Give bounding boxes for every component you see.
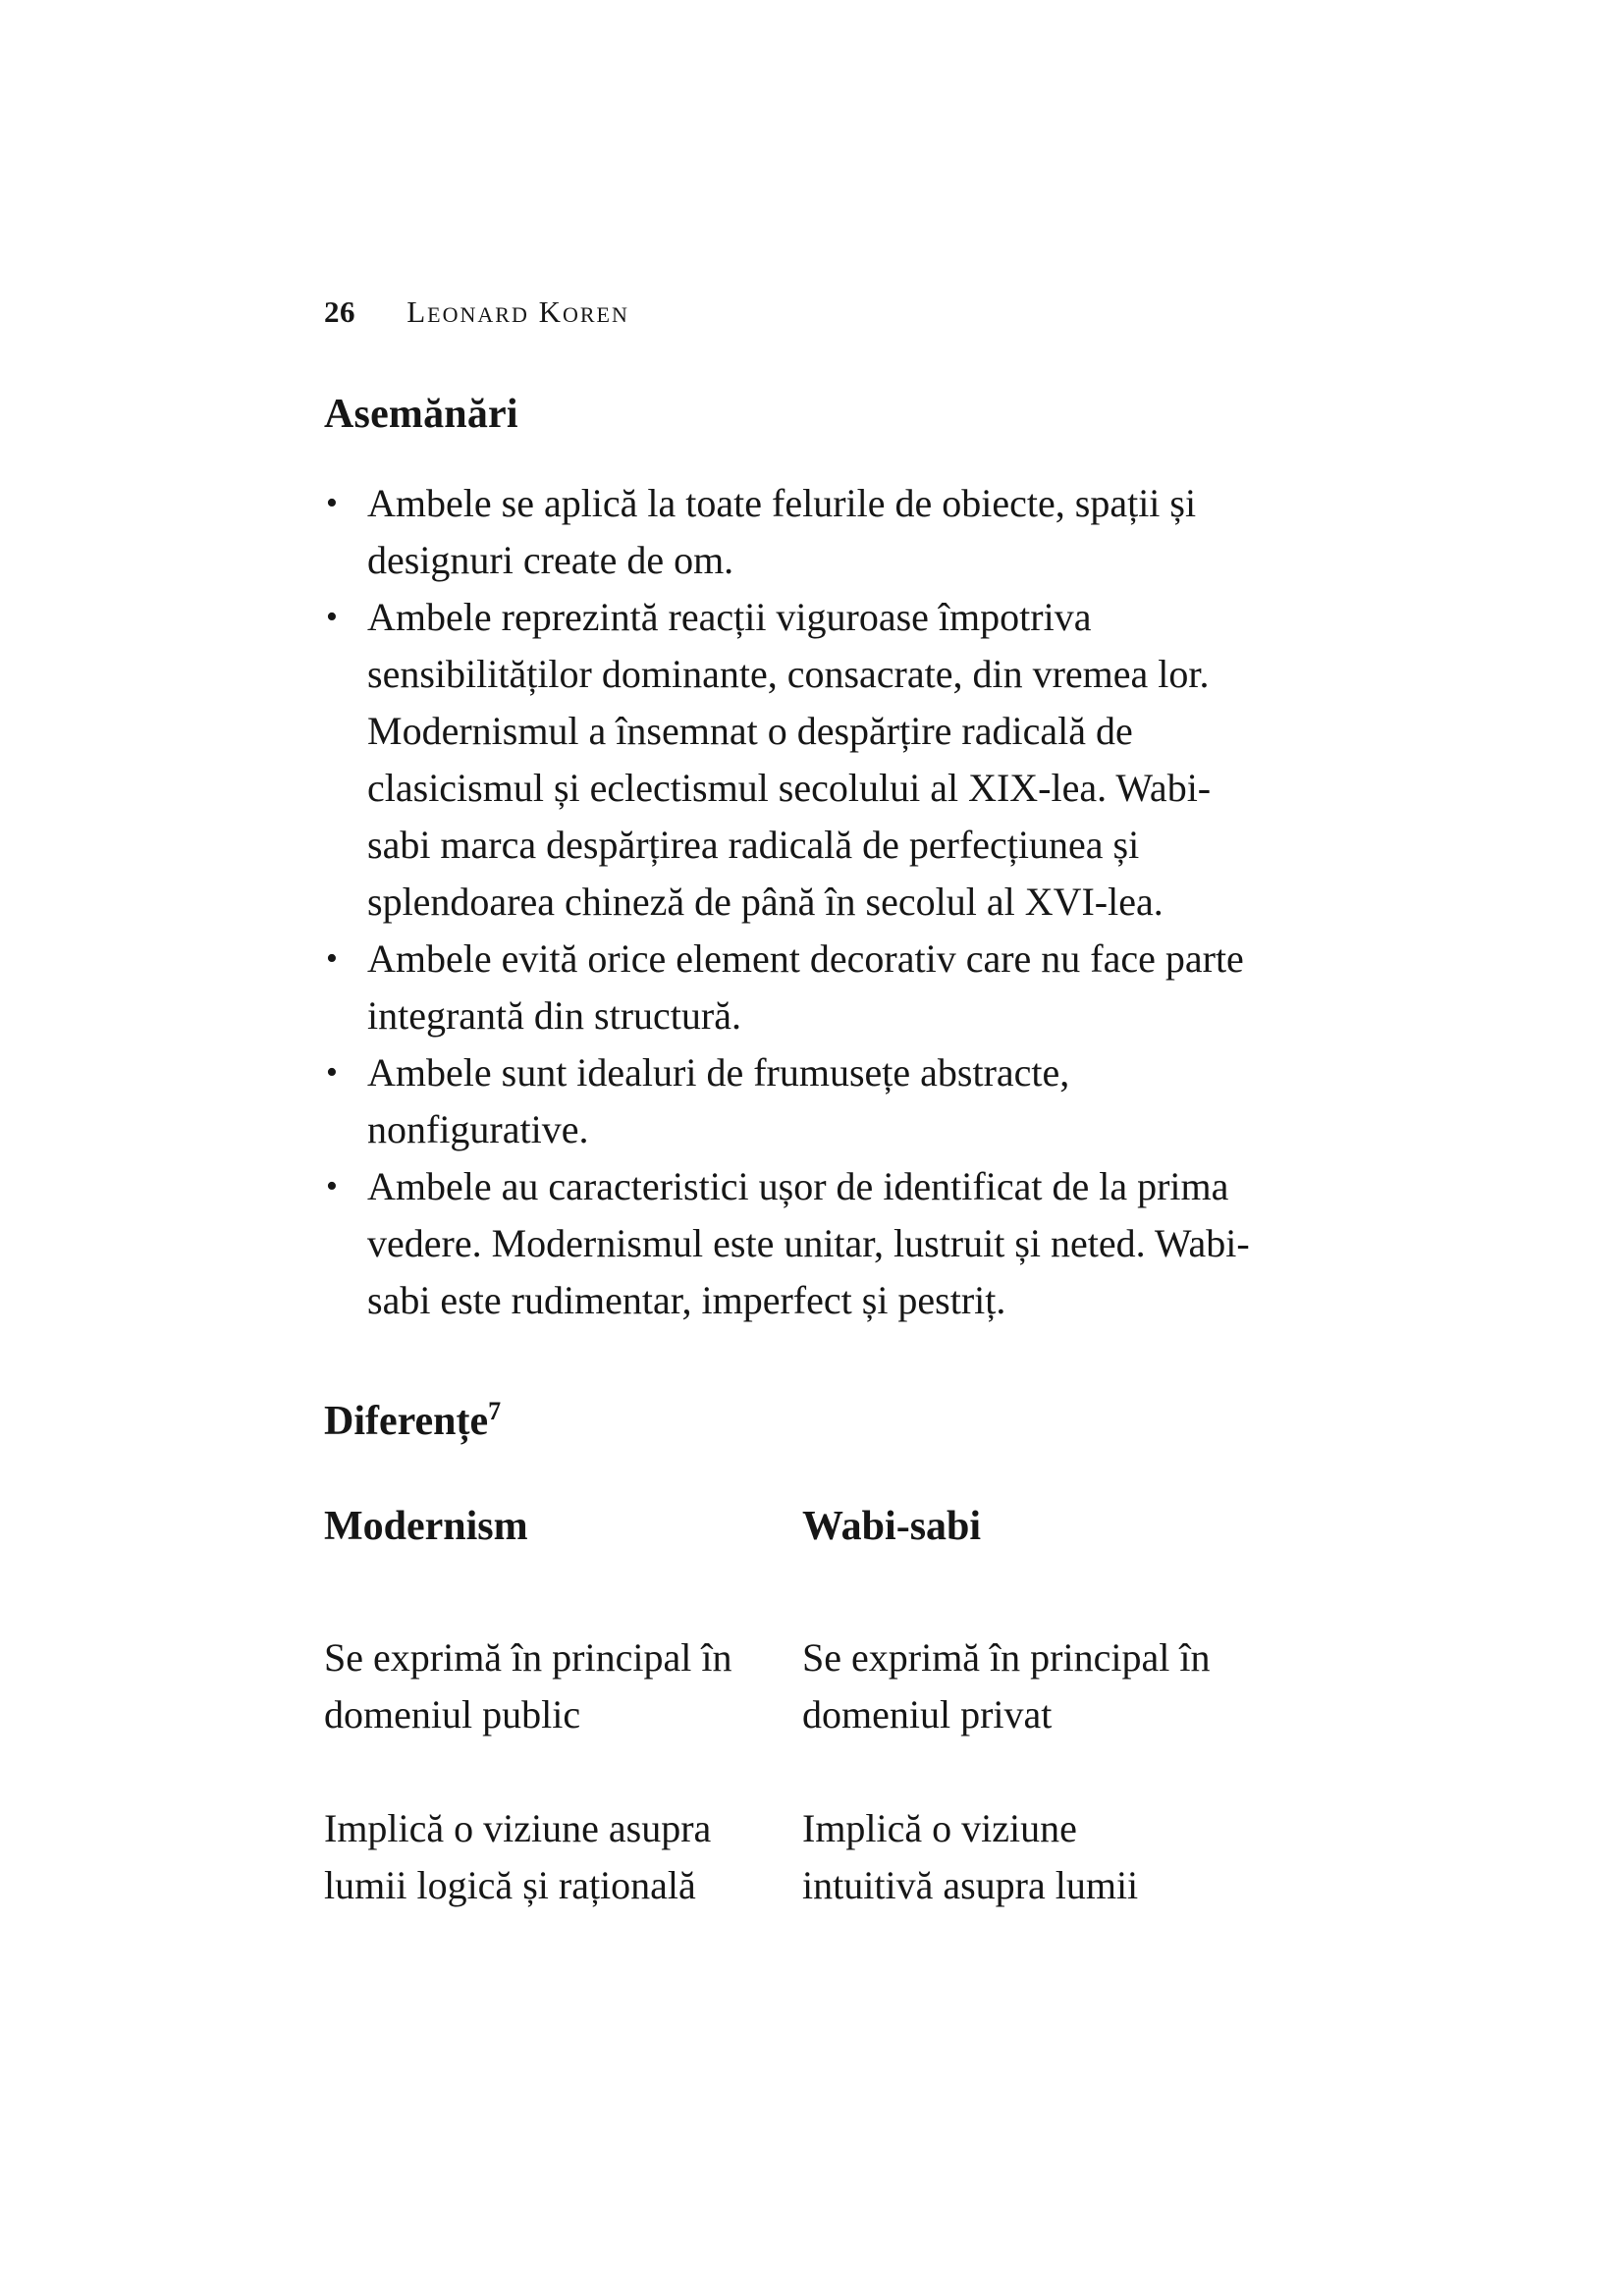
running-header	[324, 294, 1257, 330]
column-header-wabi-sabi: Wabi-sabi	[802, 1504, 982, 1549]
table-cell-modernism-row2: Implică o viziune asupra lumii logică și rațională	[324, 1806, 712, 1907]
table-cell-wabisabi-row1: Se exprimă în principal în domeniul privat	[802, 1635, 1211, 1736]
list-item: • Ambele sunt idealuri de frumusețe abstracte, nonfigurative.	[324, 1044, 1257, 1158]
column-header-modernism: Modernism	[324, 1504, 528, 1549]
table-cell-modernism-row1: Se exprimă în principal în domeniul public	[324, 1635, 732, 1736]
list-item: • Ambele evită orice element decorativ care nu face parte integrantă din structură.	[324, 931, 1257, 1044]
section-differences	[324, 1398, 1257, 1914]
list-item: • Ambele se aplică la toate felurile de obiecte, spații și designuri create de om.	[324, 475, 1257, 589]
list-item: • Ambele reprezintă reacții viguroase împotriva sensibilităților dominante, consacrate, din vremea lor. Modernismul a însemnat o despărțire radicală de clasicismul și eclectismul secolului al XIX-lea. Wabi-sabi marca despărțirea radicală de perfecțiunea și splendoarea chineză de până în secolul al XVI-lea.	[324, 589, 1257, 931]
table-cell-wabisabi-row2: Implică o viziune intuitivă asupra lumii	[802, 1806, 1139, 1907]
differences-heading-text: Diferențe	[324, 1399, 489, 1444]
section-heading-differences	[324, 1398, 1257, 1445]
differences-table	[324, 1498, 1257, 1914]
section-heading-similarities: Asemănări	[324, 392, 518, 437]
page-number: 26	[324, 294, 355, 329]
footnote-marker: 7	[488, 1397, 502, 1425]
list-item: • Ambele au caracteristici ușor de identificat de la prima vedere. Modernismul este unitar, lustruit și neted. Wabi-sabi este rudimentar, imperfect și pestriț.	[324, 1158, 1257, 1329]
similarities-list	[324, 475, 1257, 1329]
text-block	[324, 294, 1257, 1914]
running-header-author: Leonard Koren	[406, 294, 629, 329]
